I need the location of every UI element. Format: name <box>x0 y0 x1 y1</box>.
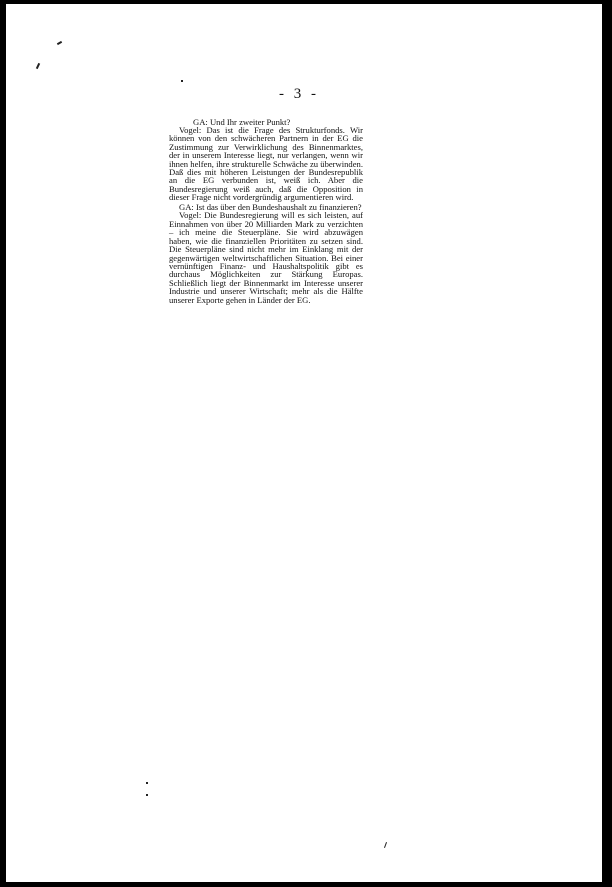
scan-speck <box>36 63 40 69</box>
page-number: - 3 - <box>279 86 319 102</box>
answer-paragraph: Vogel: Das ist die Frage des Strukturfonds. Wir können von den schwächeren Partnern in der EG die Zustimmung zur Verwirklichung des Binnenmarktes, der in unserem Interesse liegt, nur verlangen, wenn wir ihnen helfen, ihre strukturelle Schwäche zu überwinden. Daß dies mit höheren Leistungen der Bundesrepublik an die EG verbunden ist, weiß ich. Aber die Bundesregierung weiß auch, daß die Opposition in dieser Frage nicht vordergründig argumentieren wird. <box>169 124 363 203</box>
scan-speck <box>57 41 62 45</box>
document-page <box>6 4 602 882</box>
scan-speck <box>146 794 148 796</box>
scan-speck <box>146 782 148 784</box>
question-paragraph: GA: Und Ihr zweiter Punkt? <box>193 116 291 127</box>
article-text <box>169 116 363 304</box>
scan-speck <box>181 80 183 82</box>
scan-speck <box>384 842 387 848</box>
question-paragraph: GA: Ist das über den Bundeshaushalt zu finanzieren? <box>179 202 362 213</box>
answer-paragraph: Vogel: Die Bundesregierung will es sich leisten, auf Einnahmen von über 20 Milliarden Mark zu verzichten – ich meine die Steuerpläne. Sie wird abzuwägen haben, wie die finanziellen Prioritäten zu setzen sind. Die Steuerpläne sind nicht mehr im Einklang mit der gegenwärtigen weltwirtschaftlichen Situation. Bei einer vernünftigen Finanz- und Haushaltspolitik gibt es durchaus Möglichkeiten zur Stärkung Europas. Schließlich liegt der Binnenmarkt im Interesse unserer Industrie und unserer Wirtschaft; mehr als die Hälfte unserer Exporte gehen in Länder der EG. <box>169 210 363 305</box>
